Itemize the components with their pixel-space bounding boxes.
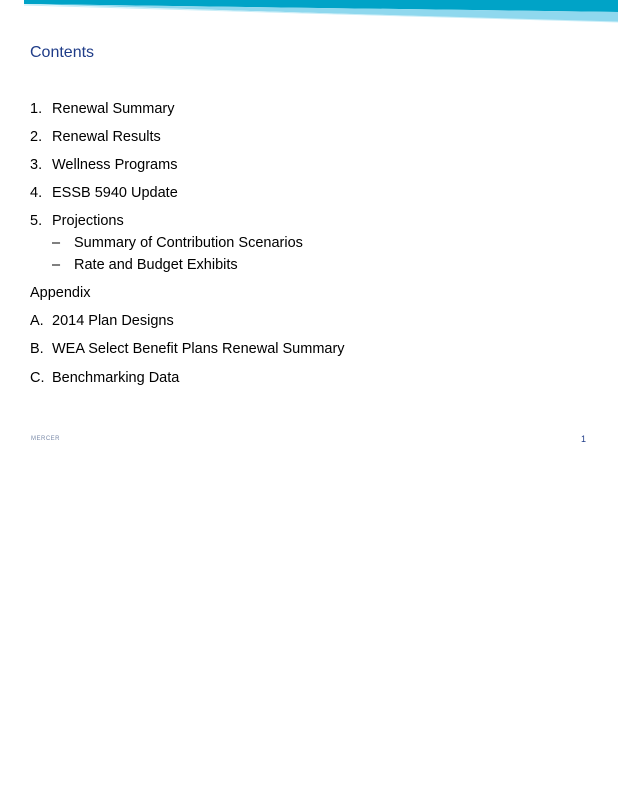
toc-item-label: WEA Select Benefit Plans Renewal Summary [52,341,345,357]
header-band [0,0,618,26]
toc-subitem-contribution-scenarios[interactable] [52,234,303,252]
toc-item-label: Renewal Results [52,129,161,145]
toc-item-number: 2. [30,129,43,145]
toc-item-label: Benchmarking Data [52,370,180,386]
toc-item-number: A. [30,313,44,329]
toc-item-label: Renewal Summary [52,101,175,117]
toc-item-label: Projections [52,213,124,229]
toc-item-number: 3. [30,157,43,173]
appendix-heading: Appendix [30,285,91,301]
toc-item-number: 1. [30,101,43,117]
toc-appendix-wea-renewal-summary[interactable] [30,340,345,358]
page-number: 1 [581,434,587,444]
toc-subitem-label: Summary of Contribution Scenarios [74,235,303,251]
toc-item-essb-5940-update[interactable] [30,184,178,202]
toc-item-label: 2014 Plan Designs [52,313,174,329]
toc-item-renewal-summary[interactable] [30,100,175,118]
toc-appendix-benchmarking-data[interactable] [30,369,179,387]
toc-subitem-rate-budget-exhibits[interactable] [52,256,238,274]
toc-item-renewal-results[interactable] [30,128,161,146]
toc-item-wellness-programs[interactable] [30,156,177,174]
footer-brand-logo: MERCER [31,436,61,442]
toc-item-label: Wellness Programs [52,157,178,173]
toc-appendix-plan-designs[interactable] [30,312,174,330]
toc-item-number: B. [30,341,44,357]
toc-item-number: 4. [30,185,43,201]
toc-subitem-dash: – [52,235,61,251]
toc-item-projections[interactable] [30,212,124,230]
page-title: Contents [30,44,95,61]
toc-subitem-dash: – [52,257,61,273]
toc-item-number: 5. [30,213,43,229]
toc-item-number: C. [30,370,45,386]
toc-subitem-label: Rate and Budget Exhibits [74,257,238,273]
toc-item-label: ESSB 5940 Update [52,185,178,201]
